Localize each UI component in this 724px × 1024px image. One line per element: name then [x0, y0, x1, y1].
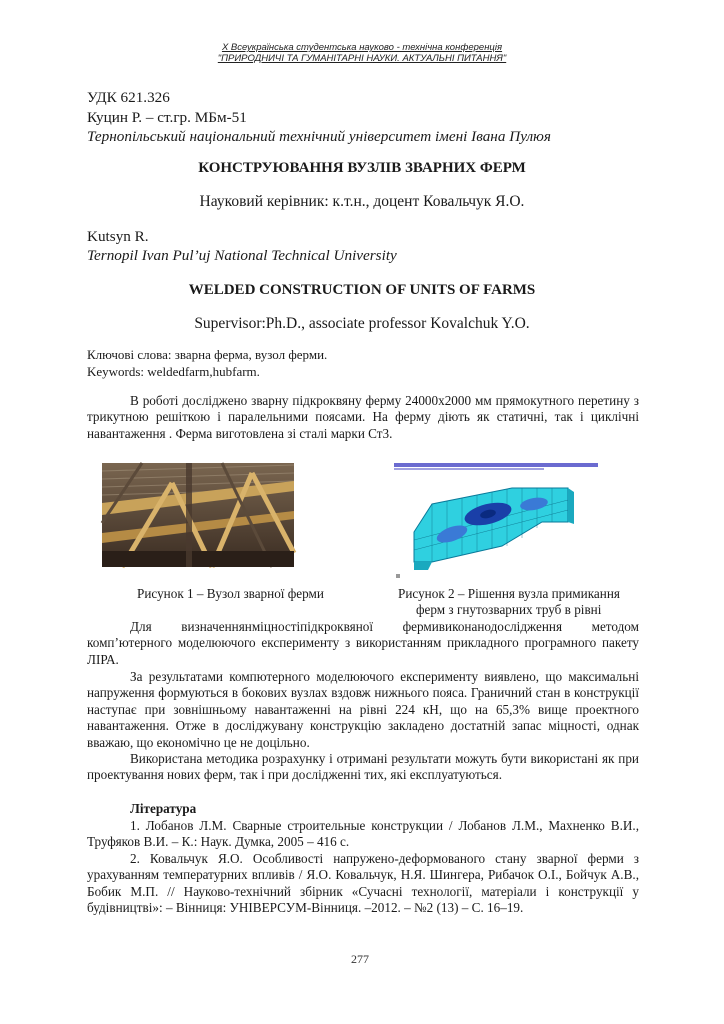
paragraph-results: За результатами компютерного моделюючого експерименту виявлено, що максимальні напруження формуються в бокових вузлах вздовж нижнього пояса. Граничний стан в конструкції наступає при зовнішньому навантаженні на рівні 224 кН, що на 65,3% вище проектного навантаження. Отже в досліджувану конструкцію закладено достатній запас міцності, однак вважаю, що економічно це не доцільно. — [87, 669, 639, 750]
paragraph-method: Для визначеннянміцностіпідкроквяної фермивиконанодослідження методом комп’ютерного моделюючого експерименту з використанням прикладного програмного пакету ЛІРА. — [87, 619, 639, 667]
page-number: 277 — [351, 952, 369, 966]
author-ua: Куцин Р. – ст.гр. МБм-51 — [87, 109, 247, 126]
intro-paragraph: В роботі досліджено зварну підкроквяну ферму 24000х2000 мм прямокутного перетину з трикутною решіткою і паралельними поясами. На ферму діють як статичні, так і циклічні навантаження . Ферма виготовлена зі сталі марки Ст3. — [87, 393, 639, 441]
figure2-caption-line1: Рисунок 2 – Рішення вузла примикання — [398, 586, 620, 601]
affiliation-en: Ternopil Ivan Pul’uj National Technical University — [87, 247, 397, 264]
figure1-caption: Рисунок 1 – Вузол зварної ферми — [137, 586, 324, 601]
keywords-en: Keywords: weldedfarm,hubfarm. — [87, 364, 260, 379]
conference-header-line2: "ПРИРОДНИЧІ ТА ГУМАНІТАРНІ НАУКИ. АКТУАЛЬНІ ПИТАННЯ" — [217, 53, 507, 64]
paragraph-conclusion: Використана методика розрахунку і отримані результати можуть бути використані як при проектування нових ферм, так і при дослідженні тих, які експлуатуються. — [87, 751, 639, 783]
fem-model-illustration — [392, 462, 600, 580]
figure2-caption-line2: ферм з гнутозварних труб в рівні — [416, 602, 602, 617]
title-ua: КОНСТРУЮВАННЯ ВУЗЛІВ ЗВАРНИХ ФЕРМ — [198, 160, 526, 176]
figure2-fem-model — [392, 462, 600, 580]
supervisor-ua: Науковий керівник: к.т.н., доцент Ковальчук Я.О. — [199, 193, 525, 210]
truss-photo-illustration — [102, 463, 294, 567]
udk-code: УДК 621.326 — [87, 89, 170, 106]
affiliation-ua: Тернопільський національний технічний університет імені Івана Пулюя — [87, 128, 551, 145]
keywords-ua: Ключові слова: зварна ферма, вузол ферми. — [87, 347, 328, 362]
reference-1: 1. Лобанов Л.М. Сварные строительные конструкции / Лобанов Л.М., Махненко В.И., Труфяков В.И. – К.: Наук. Думка, 2005 – 416 с. — [87, 818, 639, 850]
references-heading: Література — [130, 801, 197, 816]
supervisor-en: Supervisor:Ph.D., associate professor Kovalchuk Y.O. — [194, 315, 530, 332]
author-en: Kutsyn R. — [87, 228, 149, 245]
conference-header-line1: X Всеукраїнська студентська науково - технічна конференція — [221, 42, 503, 53]
title-en: WELDED CONSTRUCTION OF UNITS OF FARMS — [188, 282, 536, 298]
reference-2: 2. Ковальчук Я.О. Особливості напружено-деформованого стану зварної ферми з урахуванням температурних впливів / Я.О. Ковальчук, Н.Я. Шингера, Рибачок О.І., Бойчук А.В., Бобик М.П. // Науково-технічний збірник «Сучасні технології, матеріали і конструкції у будівництві»: – Вінниця: УНІВЕРСУМ-Вінниця. –2012. – №2 (13) – С. 16–19. — [87, 851, 639, 916]
figure1-truss-photo — [102, 463, 294, 567]
